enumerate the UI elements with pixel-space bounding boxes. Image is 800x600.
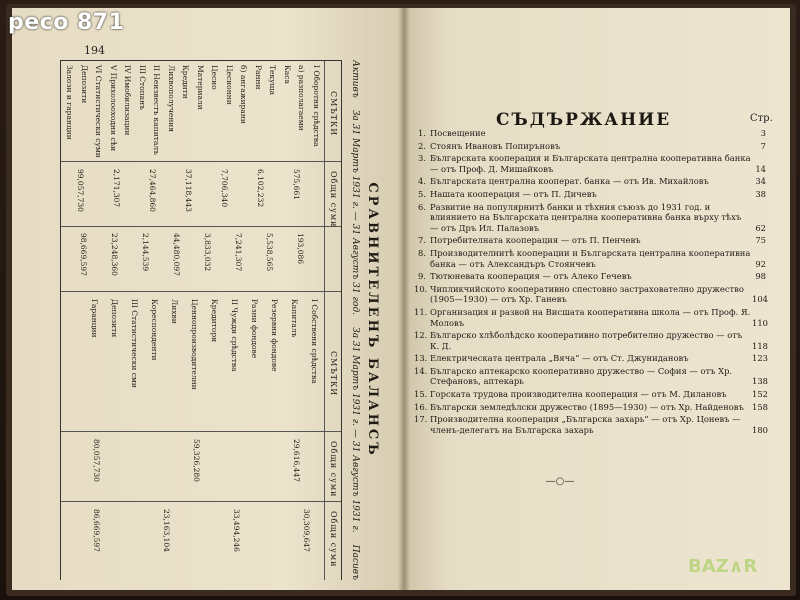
total-header-right-2: Общи суми <box>329 511 338 568</box>
entry-title: Горската трудова производителна кооперация — отъ М. Дилановъ <box>430 389 727 400</box>
entry-page: 75 <box>755 235 766 246</box>
asset-value-2: 3,833,032 <box>203 233 212 272</box>
balance-table-header <box>324 61 341 580</box>
entry-page: 3 <box>760 128 766 138</box>
entry-page: 180 <box>752 424 768 435</box>
liability-account: Кореспонденти <box>150 299 159 361</box>
asset-value: 99,057,730 <box>76 169 85 212</box>
contents-entry <box>414 202 766 234</box>
entry-page: 123 <box>752 353 768 364</box>
entry-title: Българско хлѣболѣдско кооперативно потребително дружество — отъ К. Д. <box>430 330 743 351</box>
accounts-header-left: СМЪТКИ <box>329 91 338 137</box>
entry-page: 92 <box>755 258 766 269</box>
entry-number: 5. <box>418 188 426 199</box>
asset-value-2: 2,144,539 <box>141 233 150 272</box>
entry-number: 15. <box>414 389 428 400</box>
entry-page: 110 <box>752 317 768 328</box>
contents-entry <box>414 414 766 435</box>
entry-page: 104 <box>752 294 768 305</box>
accounts-header-right: СМЪТКИ <box>329 351 338 397</box>
asset-account: II Неизвестъ капиталъ <box>152 65 162 155</box>
entry-number: 16. <box>414 401 428 412</box>
col-divider <box>61 291 341 292</box>
asset-account: VI Статистически суми <box>94 65 104 158</box>
end-ornament: —○— <box>545 476 575 487</box>
contents-entry <box>414 189 766 200</box>
entry-number: 14. <box>414 365 428 376</box>
asset-value-2: 193,086 <box>296 233 305 265</box>
total-header-right: Общи суми <box>329 441 338 498</box>
contents-entry <box>414 141 766 152</box>
asset-value-2: 44,480,097 <box>172 233 181 276</box>
liability-account: Резервни фондове <box>270 299 279 372</box>
contents-entry <box>414 402 766 413</box>
entry-number: 7. <box>418 235 426 246</box>
bazar-logo: BAZ∧R <box>688 556 758 577</box>
contents-entry <box>414 366 766 387</box>
entry-page: 7 <box>760 140 766 151</box>
asset-account: Залози и гаранции <box>65 65 75 140</box>
asset-value-2: 23,248,360 <box>110 233 119 276</box>
liability-value-2: 33,494,246 <box>232 509 241 552</box>
entry-title: Българската централна кооперат. банка — отъ Ив. Михайловъ <box>430 176 709 187</box>
col-divider <box>61 226 341 227</box>
entry-title: Производителна кооперация „Българска захарь“ — отъ Хр. Цоневъ — членъ-делегатъ на Българска захарь <box>430 414 741 435</box>
balance-title: СРАВНИТЕЛЕНЪ БАЛАНСЪ <box>365 182 380 458</box>
page-column-label: Стр. <box>750 113 773 124</box>
asset-value-2: 5,538,565 <box>265 233 274 272</box>
contents-entry <box>414 284 766 305</box>
entry-page: 152 <box>752 389 768 400</box>
contents-entry <box>414 389 766 400</box>
liability-account: Разни фондове <box>250 299 259 359</box>
contents-entry <box>414 271 766 282</box>
liability-account: Лихви <box>170 299 179 324</box>
period-left: За 31 Мартъ 1931 г. — 31 Августъ 31 год. <box>350 109 360 316</box>
entry-number: 13. <box>414 353 428 364</box>
entry-number: 4. <box>418 176 426 187</box>
asset-account: Текуща <box>268 65 278 95</box>
liability-value-2: 23,163,104 <box>162 509 171 552</box>
asset-account: V Прихолооходни сѣи <box>109 65 118 152</box>
asset-value: 37,118,443 <box>184 169 193 212</box>
entry-number: 12. <box>414 330 428 341</box>
entry-title: Електрическата централа „Вяча“ — отъ Ст. Джунидановъ <box>430 353 689 364</box>
liability-value: 29,616,447 <box>292 439 301 482</box>
asset-value: 27,464,860 <box>148 169 157 212</box>
asset-value-2: 98,669,597 <box>79 233 88 276</box>
entry-title: Стоянъ Ивановъ Попиръновъ <box>430 140 561 151</box>
entry-page: 62 <box>755 222 766 233</box>
col-divider <box>61 501 341 502</box>
entry-title: Българско аптекарско кооперативно дружество — София — отъ Хр. Стефановъ, аптекарь <box>430 365 733 387</box>
assets-label: Активъ <box>350 60 360 98</box>
liability-value-2: 86,669,597 <box>92 509 101 552</box>
contents-entry <box>414 307 766 328</box>
contents-title: СЪДЪРЖАНИЕ <box>496 110 672 130</box>
asset-account: Каса <box>283 65 292 84</box>
liability-account: Капиталъ <box>290 299 299 338</box>
period-right: За 31 Мартъ 1931 г. — 31 Августъ 1931 г. <box>350 327 360 533</box>
asset-account: IV Имобилизации <box>123 65 133 136</box>
liability-value: 59,326,280 <box>192 439 201 482</box>
asset-value-2: 7,241,307 <box>234 233 243 272</box>
asset-account: б) ангажирани <box>239 65 249 124</box>
entry-page: 158 <box>752 401 768 412</box>
col-divider <box>61 161 341 162</box>
entry-page: 138 <box>752 376 768 387</box>
entry-number: 3. <box>418 153 426 164</box>
total-header-left: Общи суми <box>329 171 338 228</box>
asset-account: Цесио <box>210 65 220 90</box>
entry-title: Чипликчийското кооперативно спестовно застрахователно дружество (1905—1930) — отъ Хр. Ганевъ <box>430 283 744 305</box>
contents-entry <box>414 248 766 269</box>
entry-title: Тютюневата кооперация — отъ Алеко Гечевъ <box>430 271 632 282</box>
liability-account: Депозити <box>110 299 119 338</box>
liability-account: Ценнопроизводителни <box>190 299 199 390</box>
entry-number: 2. <box>418 140 426 151</box>
contents-entry <box>414 330 766 351</box>
asset-account: Ранни <box>254 65 263 90</box>
contents-entry <box>414 353 766 364</box>
col-divider <box>61 431 341 432</box>
liability-account: II Чужди срѣдства <box>230 299 239 372</box>
entry-page: 14 <box>755 163 766 174</box>
contents-entry <box>414 235 766 246</box>
seller-watermark: peco 871 <box>8 10 125 35</box>
entry-title: Потребителната кооперация — отъ П. Пенчевъ <box>430 235 641 246</box>
entry-page: 34 <box>755 176 766 187</box>
contents-entry <box>414 176 766 187</box>
entry-title: Български земледѣлски дружество (1895—1930) — отъ Хр. Найденовъ <box>430 401 744 412</box>
entry-number: 8. <box>418 247 426 258</box>
contents-list <box>414 128 766 437</box>
asset-account: III Стопанъ <box>138 65 147 110</box>
contents-entry <box>414 153 766 174</box>
liability-value-2: 30,309,647 <box>302 509 311 552</box>
balance-sheet-rotated <box>56 60 386 580</box>
entry-page: 118 <box>752 340 768 351</box>
asset-account: I Оборотни срѣдства <box>312 65 321 147</box>
book-gutter <box>398 8 410 590</box>
entry-number: 6. <box>418 201 426 212</box>
entry-number: 11. <box>414 306 428 317</box>
entry-number: 17. <box>414 414 428 425</box>
entry-title: Производителнитѣ кооперации и Българската централна кооперативна банка — отъ Александъръ Стоянчевъ <box>430 247 751 269</box>
balance-table <box>60 60 342 580</box>
asset-account: Депозити <box>80 65 89 104</box>
asset-account: а) разполагаеми <box>297 65 307 131</box>
asset-account: Кредити <box>181 65 191 99</box>
entry-page: 98 <box>755 271 766 282</box>
entry-title: Нашата кооперация — отъ П. Дичевъ <box>430 188 597 199</box>
entry-title: Развитие на популярнитѣ банки и тѣхния съюзъ до 1931 год. и влиянието на Българската централна кооперативна банка върху тѣхъ — отъ Дръ Ил. Палазовъ <box>430 201 742 233</box>
asset-value: 2,171,307 <box>112 169 121 208</box>
asset-account: Цесионни <box>225 65 234 105</box>
entry-title: Българската кооперация и Българската централна кооперативна банка — отъ Проф. Д. Мишайковъ <box>430 153 751 174</box>
asset-value: 575,661 <box>292 169 301 201</box>
balance-subtitle <box>350 60 360 580</box>
contents-entry <box>414 128 766 139</box>
liability-value: 80,057,730 <box>92 439 101 482</box>
entry-number: 9. <box>418 271 426 282</box>
balance-sheet <box>56 60 386 580</box>
asset-account: Лихвополучения <box>167 65 176 133</box>
asset-account: Материали <box>196 65 205 110</box>
entry-number: 1. <box>418 128 426 138</box>
liability-account: III Статистически сми <box>130 299 139 388</box>
asset-value: 6,102,232 <box>256 169 265 208</box>
left-page-number: 194 <box>84 44 105 57</box>
liability-account: Гаранции <box>90 299 99 338</box>
asset-value: 7,706,340 <box>220 169 229 208</box>
entry-number: 10. <box>414 283 428 294</box>
entry-page: 38 <box>755 188 766 199</box>
liability-account: I Собствени срѣдства <box>310 299 319 384</box>
entry-title: Организация и развой на Висшата кооперативна школа — отъ Проф. Я. Моловъ <box>430 306 751 328</box>
liabilities-label: Пасивъ <box>350 544 360 580</box>
liability-account: Кредитори <box>210 299 219 343</box>
entry-title: Посвещение <box>430 128 486 138</box>
